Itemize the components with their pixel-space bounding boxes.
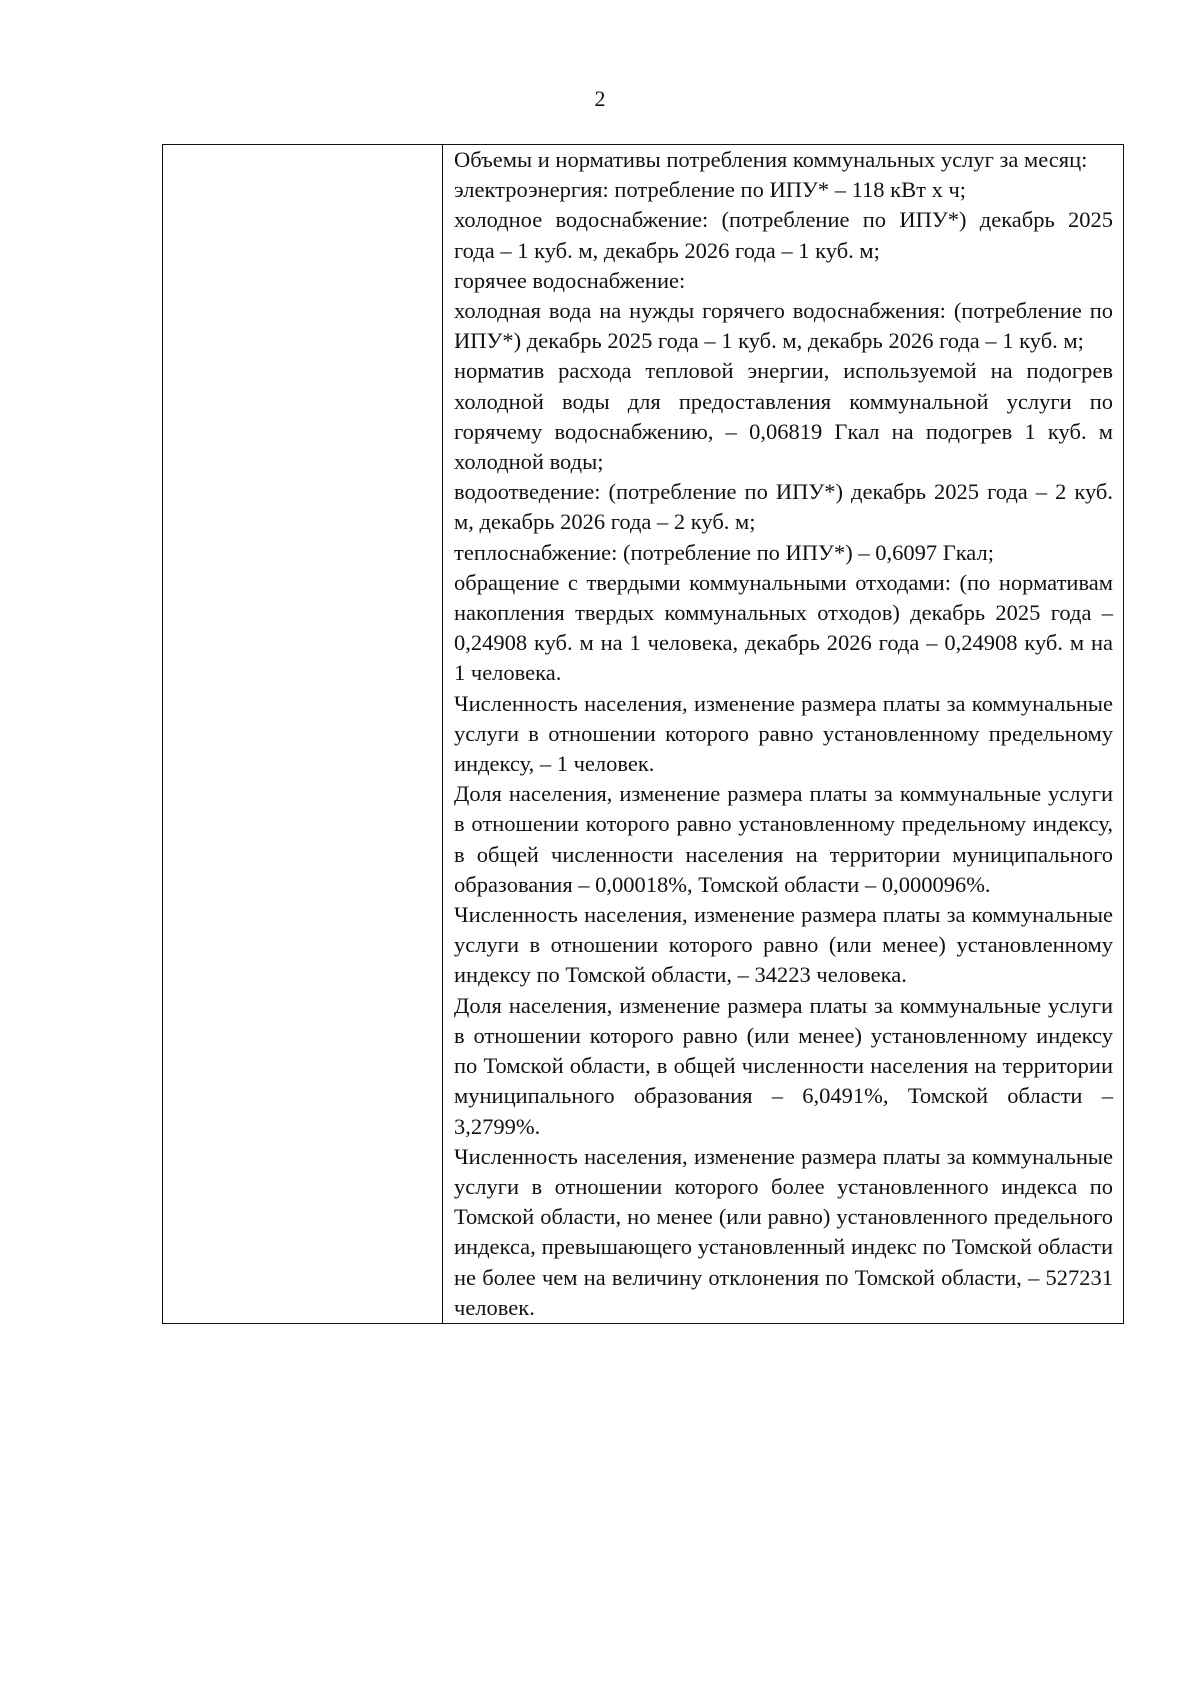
paragraph-solid-waste: обращение с твердыми коммунальными отходами: (по нормативам накопления твердых коммунальных отходов) декабрь 2025 года – 0,24908 куб. м на 1 человека, декабрь 2026 года – 0,24908 куб. м на 1 человека. [454, 569, 1113, 686]
table-cell-left [163, 145, 443, 1324]
paragraph-population-above-index: Численность населения, изменение размера платы за коммунальные услуги в отношении которого более установленного индекса по Томской области, но менее (или равно) установленного предельного индекса, превышающего установленный индекс по Томской области не более чем на величину отклонения по Томской области, – 527231 человек. [454, 1143, 1113, 1320]
paragraph-population-limit-index: Численность населения, изменение размера платы за коммунальные услуги в отношении которого равно установленному предельному индексу, – 1 человек. [454, 690, 1113, 777]
document-table [162, 144, 1124, 1324]
paragraph-sewerage: водоотведение: (потребление по ИПУ*) декабрь 2025 года – 2 куб. м, декабрь 2026 года – 2 куб. м; [454, 479, 1113, 535]
table-row [163, 145, 1124, 1324]
paragraph-volumes-heading: Объемы и нормативы потребления коммунальных услуг за месяц: [454, 147, 1088, 172]
table-cell-right [443, 145, 1124, 1324]
page-number: 2 [594, 86, 606, 111]
paragraph-heating: теплоснабжение: (потребление по ИПУ*) – 0,6097 Гкал; [454, 539, 994, 565]
paragraph-electricity: электроэнергия: потребление по ИПУ* – 118 кВт х ч; [454, 177, 967, 203]
paragraph-cold-water-for-hot: холодная вода на нужды горячего водоснабжения: (потребление по ИПУ*) декабрь 2025 года – 1 куб. м, декабрь 2026 года – 1 куб. м; [454, 298, 1113, 354]
paragraph-heat-norm: норматив расхода тепловой энергии, используемой на подогрев холодной воды для предоставления коммунальной услуги по горячему водоснабжению, – 0,06819 Гкал на подогрев 1 куб. м холодной воды; [454, 358, 1113, 475]
paragraph-share-limit-index: Доля населения, изменение размера платы за коммунальные услуги в отношении которого равно установленному предельному индексу, в общей численности населения на территории муниципального образования – 0,00018%, Томской области – 0,000096%. [454, 781, 1113, 897]
paragraph-cold-water: холодное водоснабжение: (потребление по ИПУ*) декабрь 2025 года – 1 куб. м, декабрь 2026 года – 1 куб. м; [454, 207, 1113, 263]
paragraph-share-regional-index: Доля населения, изменение размера платы за коммунальные услуги в отношении которого равно (или менее) установленному индексу по Томской области, в общей численности населения на территории муниципального образования – 6,0491%, Томской области – 3,2799%. [454, 992, 1113, 1139]
paragraph-hot-water-heading: горячее водоснабжение: [454, 267, 686, 293]
paragraph-population-regional-index: Численность населения, изменение размера платы за коммунальные услуги в отношении которого равно (или менее) установленному индексу по Томской области, – 34223 человека. [454, 902, 1113, 988]
